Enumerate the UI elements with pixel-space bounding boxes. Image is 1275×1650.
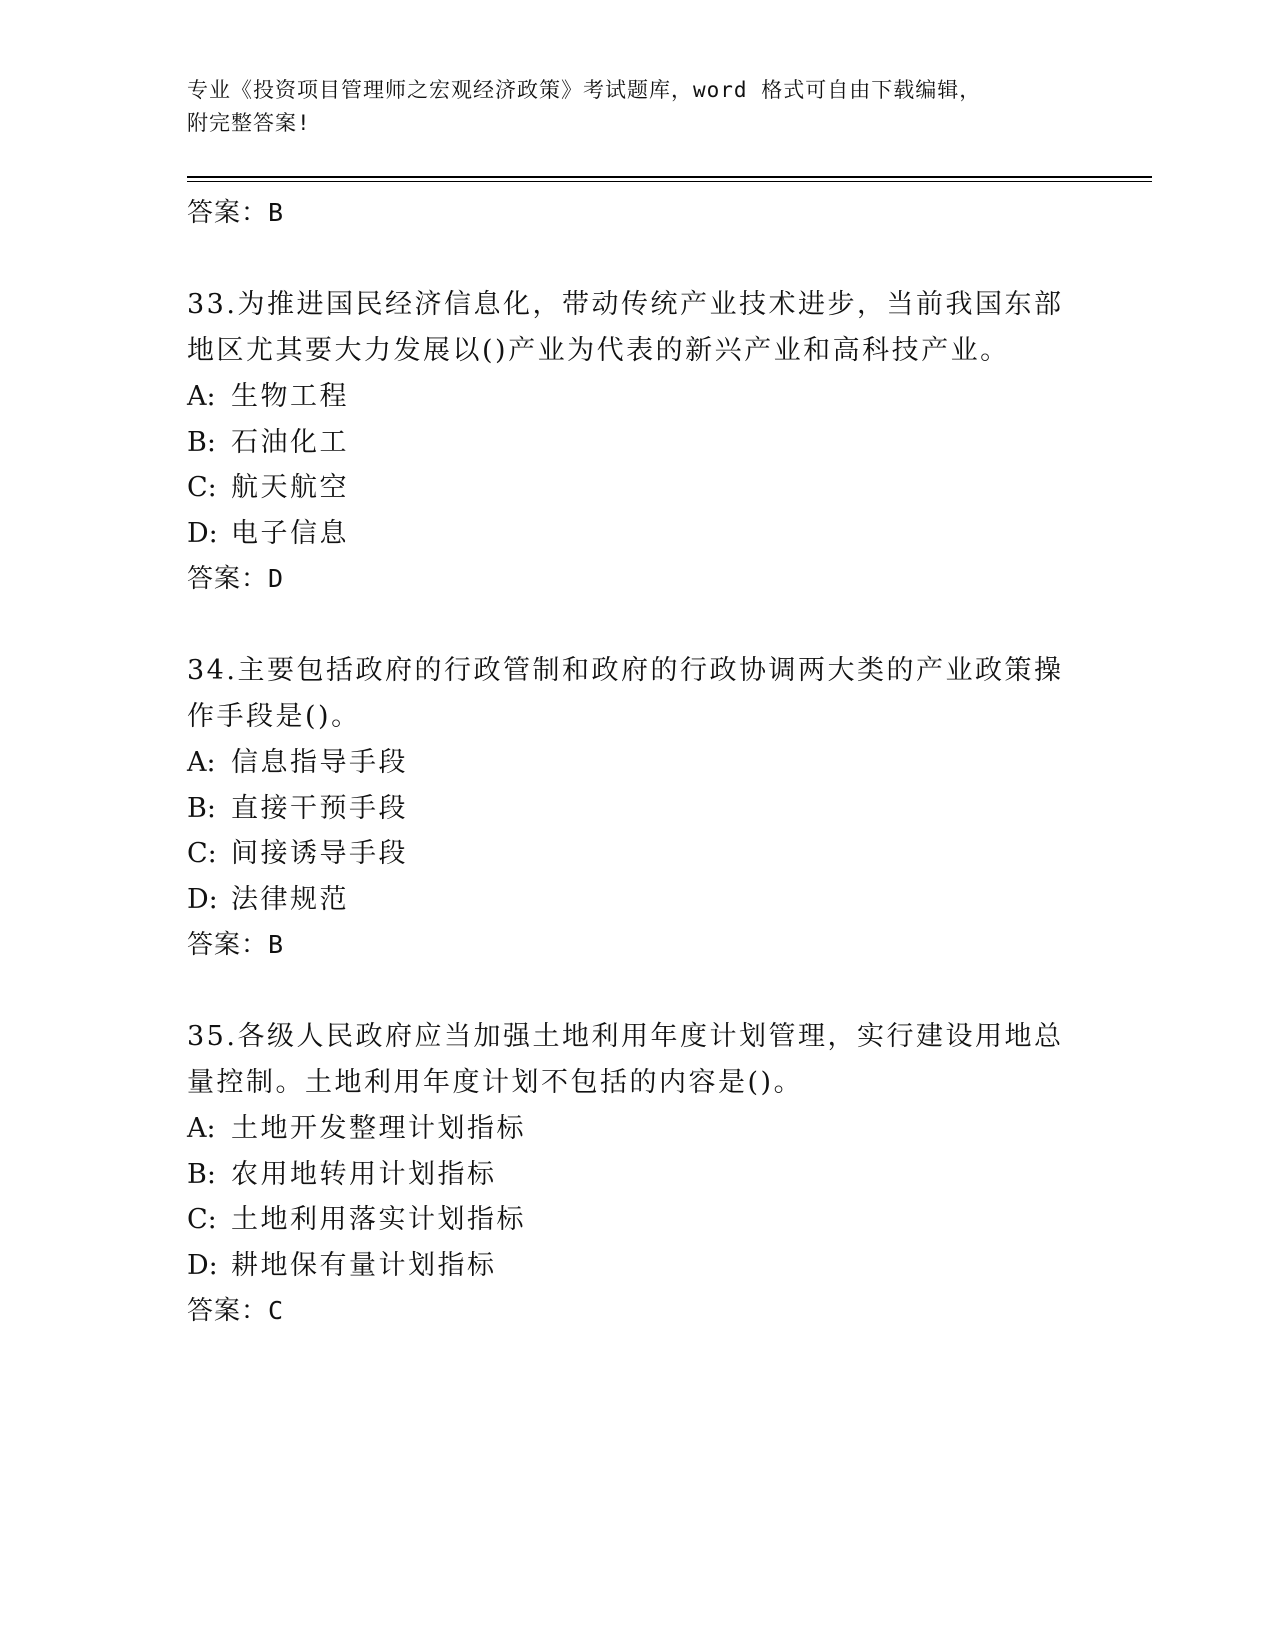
option-letter: D:: [187, 883, 218, 915]
option-a: [187, 1106, 1087, 1152]
option-text: 土地利用落实计划指标: [231, 1204, 526, 1235]
option-letter: A:: [187, 381, 216, 412]
question-stem: 33.为推进国民经济信息化，带动传统产业技术进步，当前我国东部地区尤其要大力发展以()产业为代表的新兴产业和高科技产业。: [187, 289, 1064, 366]
answer-line: [187, 1288, 1087, 1334]
header-line-1: 专业《投资项目管理师之宏观经济政策》考试题库，word 格式可自由下载编辑，: [187, 78, 982, 102]
option-letter: C:: [187, 472, 217, 503]
header-line-2: 附完整答案!: [187, 111, 311, 135]
answer-label: 答案：: [187, 198, 269, 228]
header-divider-thin: [187, 181, 1152, 182]
option-text: 生物工程: [231, 381, 349, 412]
option-text: 航天航空: [231, 472, 349, 503]
answer-value: B: [268, 930, 285, 959]
answer-value: B: [268, 198, 285, 227]
option-letter: C:: [187, 1204, 217, 1235]
option-c: [187, 465, 1087, 511]
option-text: 农用地转用计划指标: [231, 1158, 497, 1190]
document-header: [187, 74, 1087, 140]
option-b: [187, 1152, 1087, 1198]
option-c: [187, 1197, 1087, 1243]
option-text: 土地开发整理计划指标: [231, 1113, 526, 1144]
question-stem: 34.主要包括政府的行政管制和政府的行政协调两大类的产业政策操作手段是()。: [187, 655, 1064, 732]
option-a: [187, 374, 1087, 420]
question-stem: 35.各级人民政府应当加强土地利用年度计划管理，实行建设用地总量控制。土地利用年度计划不包括的内容是()。: [187, 1021, 1064, 1098]
option-text: 信息指导手段: [231, 747, 408, 778]
option-text: 间接诱导手段: [231, 838, 408, 869]
answer-label: 答案：: [187, 1296, 269, 1326]
question-33: [187, 282, 1087, 602]
option-d: [187, 1243, 1087, 1289]
option-letter: C:: [187, 838, 217, 869]
option-letter: B:: [187, 1158, 216, 1190]
option-letter: A:: [187, 747, 216, 778]
option-letter: B:: [187, 792, 216, 824]
option-text: 耕地保有量计划指标: [231, 1249, 497, 1281]
option-letter: B:: [187, 426, 216, 458]
option-text: 法律规范: [231, 883, 349, 915]
answer-value: C: [268, 1296, 285, 1325]
option-text: 电子信息: [231, 517, 349, 549]
option-d: [187, 511, 1087, 557]
option-letter: A:: [187, 1113, 216, 1144]
option-c: [187, 831, 1087, 877]
option-d: [187, 877, 1087, 923]
answer-line: [187, 922, 1087, 968]
answer-line: [187, 190, 1087, 236]
option-a: [187, 740, 1087, 786]
option-b: [187, 420, 1087, 466]
option-letter: D:: [187, 517, 218, 549]
option-text: 石油化工: [231, 426, 349, 458]
answer-label: 答案：: [187, 564, 269, 594]
answer-value: D: [268, 564, 285, 593]
option-b: [187, 786, 1087, 832]
question-35: [187, 1014, 1087, 1334]
answer-line: [187, 556, 1087, 602]
header-divider-thick: [187, 176, 1152, 178]
question-34: [187, 648, 1087, 968]
option-letter: D:: [187, 1249, 218, 1281]
option-text: 直接干预手段: [231, 792, 408, 824]
answer-label: 答案：: [187, 930, 269, 960]
question-list: [187, 190, 1087, 1334]
